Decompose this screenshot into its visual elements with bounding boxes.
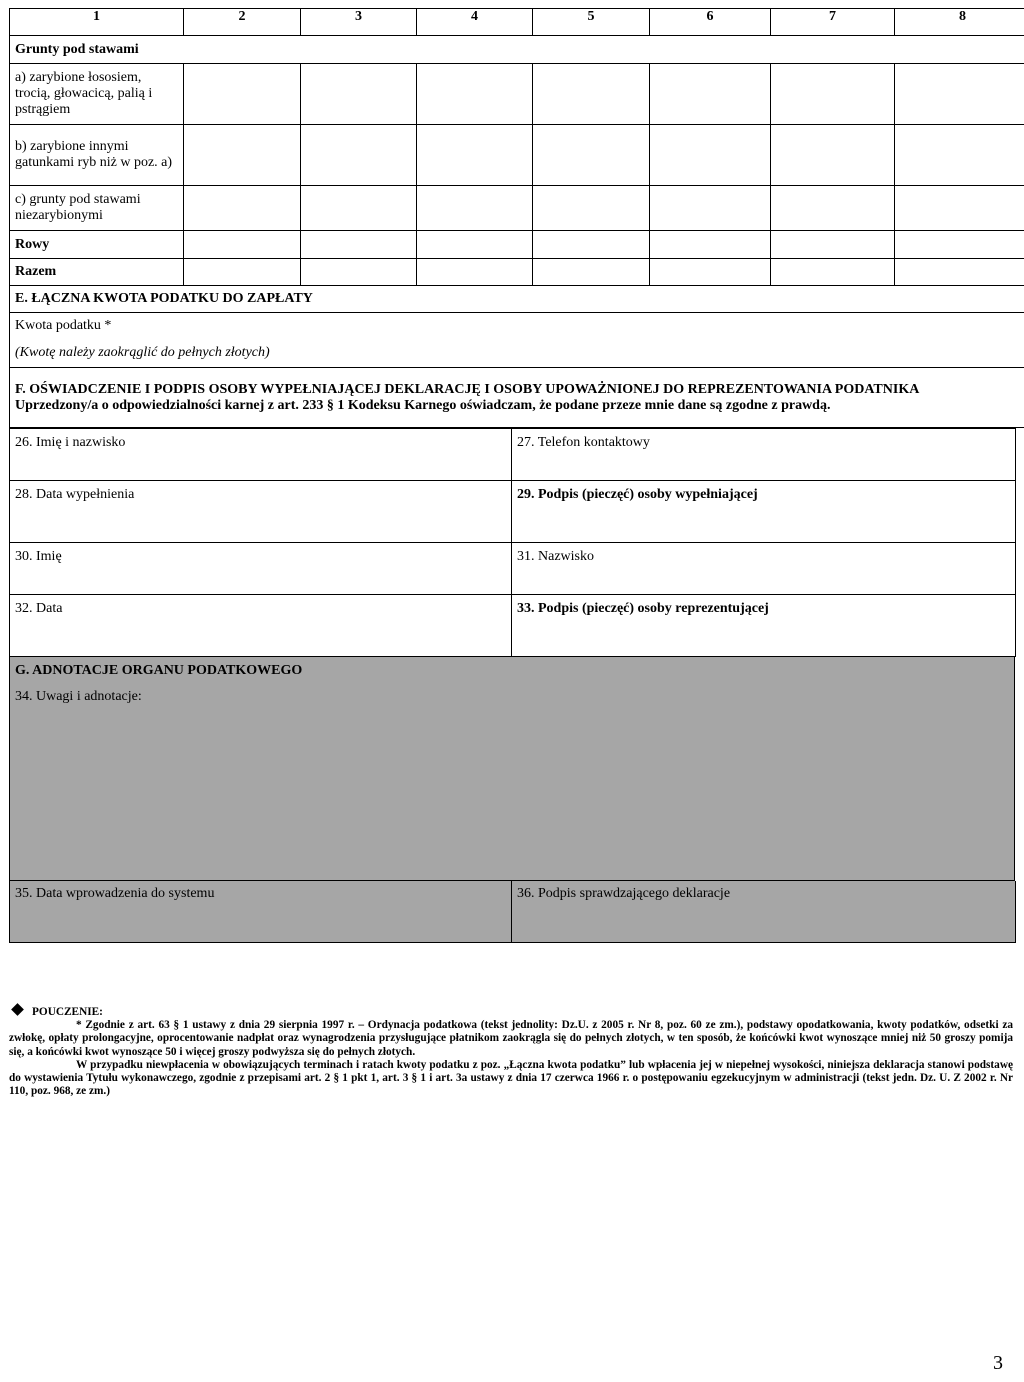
tax-form-page [9, 8, 1015, 943]
signature-row [10, 543, 1016, 595]
input-cell[interactable] [301, 64, 417, 125]
input-cell[interactable] [771, 231, 895, 259]
input-cell[interactable] [301, 231, 417, 259]
page-number: 3 [993, 1352, 1003, 1374]
section-header: Grunty pod stawami [10, 36, 1024, 64]
input-cell[interactable] [184, 231, 301, 259]
section-f-header-row [10, 368, 1024, 428]
input-cell[interactable] [895, 231, 1024, 259]
fill-date-field[interactable]: 28. Data wypełnienia [10, 481, 512, 543]
input-cell[interactable] [184, 259, 301, 286]
signature-row [10, 429, 1016, 481]
col-number: 1 [10, 9, 184, 36]
section-g [9, 657, 1015, 881]
row-label: b) zarybione innymi gatunkami ryb niż w poz. a) [10, 125, 184, 186]
col-number: 2 [184, 9, 301, 36]
last-name-field[interactable]: 31. Nazwisko [512, 543, 1016, 595]
input-cell[interactable] [533, 125, 650, 186]
section-f-title: F. OŚWIADCZENIE I PODPIS OSOBY WYPEŁNIAJĄCEJ DEKLARACJĘ I OSOBY UPOWAŻNIONEJ DO REPREZENTOWANIA PODATNIKA [15, 381, 920, 397]
office-row [10, 881, 1016, 942]
input-cell[interactable] [417, 231, 533, 259]
instruction-paragraph: * Zgodnie z art. 63 § 1 ustawy z dnia 29 sierpnia 1997 r. – Ordynacja podatkowa (tekst jednolity: Dz.U. z 2005 r. Nr 8, poz. 60 ze zm.), podstawy opodatkowania, kwoty podatków, odsetki za zwłokę, opłaty prolongacyjne, oprocentowanie nadpłat oraz wynagrodzenia przysługujące płatnikom zaokrągla się do pełnych złotych, w ten sposób, że końcówki kwot wynoszące mniej niż 50 groszy pomija się, a końcówki kwot wynoszące 50 i więcej groszy podwyższa się do pełnych złotych. [9, 1019, 1013, 1058]
input-cell[interactable] [771, 186, 895, 231]
input-cell[interactable] [301, 186, 417, 231]
col-number: 6 [650, 9, 771, 36]
representative-signature-field[interactable]: 33. Podpis (pieczęć) osoby reprezentującej [512, 595, 1016, 657]
full-name-field[interactable]: 26. Imię i nazwisko [10, 429, 512, 481]
input-cell[interactable] [533, 231, 650, 259]
land-tax-table [9, 8, 1024, 428]
checker-signature-field[interactable]: 36. Podpis sprawdzającego deklaracje [512, 881, 1016, 942]
row-label: c) grunty pod stawami niezarybionymi [10, 186, 184, 231]
instructions-heading: POUCZENIE: [32, 1006, 103, 1018]
input-cell[interactable] [417, 64, 533, 125]
input-cell[interactable] [533, 186, 650, 231]
rounding-note: (Kwotę należy zaokrąglić do pełnych złotych) [10, 340, 1024, 368]
col-number: 5 [533, 9, 650, 36]
table-row [10, 64, 1024, 125]
table-row [10, 186, 1024, 231]
col-number: 4 [417, 9, 533, 36]
row-label: a) zarybione łososiem, trocią, głowacicą, palią i pstrągiem [10, 64, 184, 125]
input-cell[interactable] [895, 125, 1024, 186]
section-header-row [10, 36, 1024, 64]
input-cell[interactable] [771, 259, 895, 286]
tax-amount-row [10, 313, 1024, 340]
row-label: Razem [10, 259, 184, 286]
notes-field-label[interactable]: 34. Uwagi i adnotacje: [15, 689, 142, 704]
input-cell[interactable] [417, 125, 533, 186]
input-cell[interactable] [650, 125, 771, 186]
rounding-note-row [10, 340, 1024, 368]
input-cell[interactable] [771, 125, 895, 186]
section-e-header-row [10, 286, 1024, 313]
office-table [9, 881, 1016, 943]
input-cell[interactable] [184, 125, 301, 186]
row-label: Rowy [10, 231, 184, 259]
col-number: 3 [301, 9, 417, 36]
table-row [10, 259, 1024, 286]
table-row [10, 231, 1024, 259]
table-row [10, 125, 1024, 186]
filler-signature-field[interactable]: 29. Podpis (pieczęć) osoby wypełniającej [512, 481, 1016, 543]
input-cell[interactable] [895, 186, 1024, 231]
input-cell[interactable] [650, 64, 771, 125]
section-e-title: E. ŁĄCZNA KWOTA PODATKU DO ZAPŁATY [10, 286, 1024, 313]
input-cell[interactable] [533, 64, 650, 125]
input-cell[interactable] [301, 259, 417, 286]
input-cell[interactable] [650, 186, 771, 231]
phone-field[interactable]: 27. Telefon kontaktowy [512, 429, 1016, 481]
input-cell[interactable] [417, 259, 533, 286]
input-cell[interactable] [771, 64, 895, 125]
input-cell[interactable] [895, 259, 1024, 286]
input-cell[interactable] [301, 125, 417, 186]
input-cell[interactable] [184, 64, 301, 125]
instruction-paragraph: W przypadku niewpłacenia w obowiązujących terminach i ratach kwoty podatku z poz. „Łączna kwota podatku” lub wpłacenia jej w niepełnej wysokości, niniejsza deklaracja stanowi podstawę do wystawienia Tytułu wykonawczego, zgodnie z przepisami art. 2 § 1 pkt 1, art. 3 § 1 i art. 3a ustawy z dnia 17 czerwca 1966 r. o postępowaniu egzekucyjnym w administracji (tekst jedn. Dz. U. Z 2002 r. Nr 110, poz. 968, ze zm.) [9, 1058, 1013, 1098]
col-number: 8 [895, 9, 1024, 36]
input-cell[interactable] [533, 259, 650, 286]
date-field[interactable]: 32. Data [10, 595, 512, 657]
signature-row [10, 481, 1016, 543]
input-cell[interactable] [184, 186, 301, 231]
input-cell[interactable] [895, 64, 1024, 125]
instructions-block [9, 1006, 1013, 1098]
signature-table [9, 428, 1016, 657]
first-name-field[interactable]: 30. Imię [10, 543, 512, 595]
section-f-header [10, 368, 1024, 428]
section-g-title: G. ADNOTACJE ORGANU PODATKOWEGO [15, 663, 303, 678]
input-cell[interactable] [650, 231, 771, 259]
tax-amount-field[interactable]: Kwota podatku * [10, 313, 1024, 340]
column-number-row [10, 9, 1024, 36]
system-entry-date-field[interactable]: 35. Data wprowadzenia do systemu [10, 881, 512, 942]
input-cell[interactable] [417, 186, 533, 231]
input-cell[interactable] [650, 259, 771, 286]
section-f-statement: Uprzedzony/a o odpowiedzialności karnej z art. 233 § 1 Kodeksu Karnego oświadczam, że podane przeze mnie dane są zgodne z prawdą. [15, 397, 831, 413]
diamond-bullet-icon [11, 1003, 24, 1016]
col-number: 7 [771, 9, 895, 36]
signature-row [10, 595, 1016, 657]
